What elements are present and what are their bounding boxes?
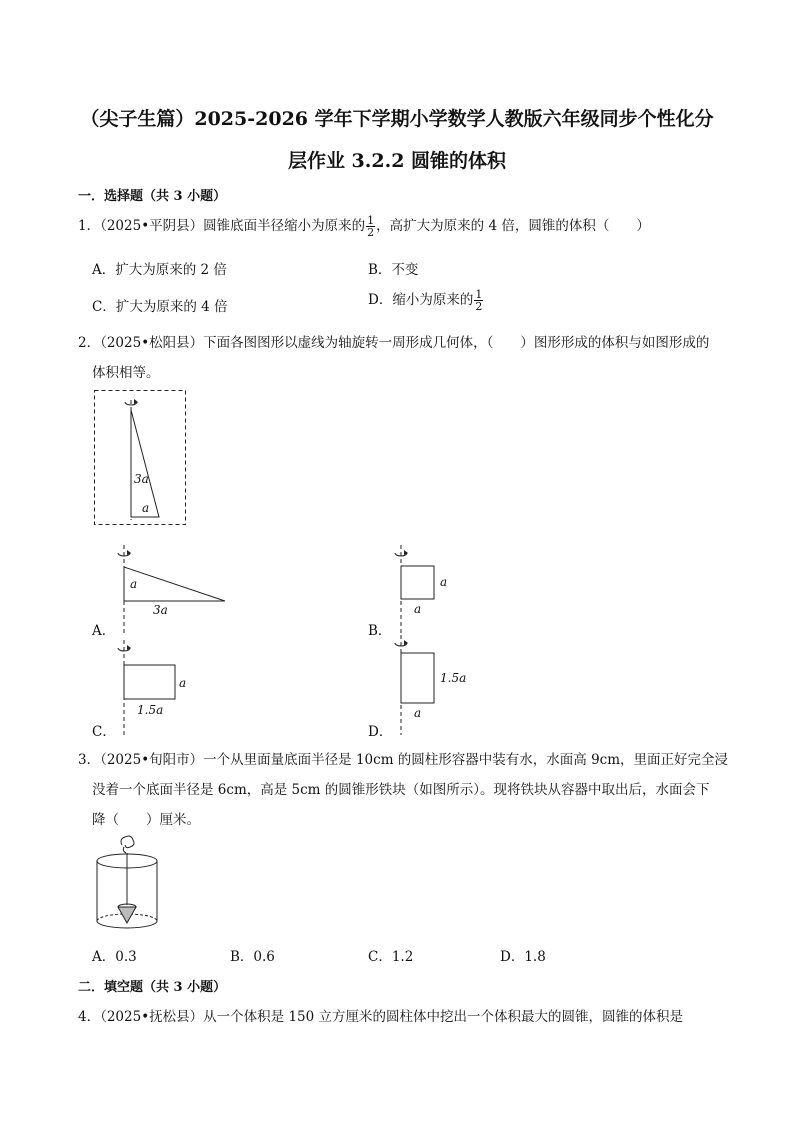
q2-option-b-figure[interactable]: [392, 545, 462, 635]
ref-base-label: a: [142, 501, 150, 515]
q1-fraction: $\frac{1}{2}$: [367, 214, 375, 239]
q2-option-a-letter[interactable]: A．: [92, 623, 116, 639]
q3-option-d[interactable]: D．1.8: [500, 949, 546, 965]
q3-option-a[interactable]: A．0.3: [92, 949, 137, 965]
question-2-line2: 体积相等。: [92, 365, 160, 381]
section-heading-fill: 二．填空题（共 3 小题）: [78, 980, 227, 995]
page-title-line1: （尖子生篇）2025-2026 学年下学期小学数学人教版六年级同步个性化分: [80, 108, 714, 130]
q2-option-d-letter[interactable]: D．: [368, 724, 393, 740]
question-4-line1: 4．（2025•抚松县）从一个体积是 150 立方厘米的圆柱体中挖出一个体积最大的圆锥，圆锥的体积是: [78, 1009, 684, 1025]
q1-option-c[interactable]: C．扩大为原来的 4 倍: [92, 299, 228, 315]
q1-option-a[interactable]: A．扩大为原来的 2 倍: [92, 262, 227, 278]
q2-option-c-letter[interactable]: C．: [92, 724, 116, 740]
q2-option-d-figure[interactable]: [392, 635, 482, 735]
svg-text:a: a: [179, 676, 187, 690]
question-2-line1: 2．（2025•松阳县）下面各图图形以虚线为轴旋转一周形成几何体，（ ）图形形成的体积与如图形成的: [78, 335, 710, 351]
q1-option-d[interactable]: D．缩小为原来的 $\frac{1}{2}$: [368, 288, 483, 313]
question-3-line3: 降（ ）厘米。: [92, 812, 200, 828]
q1-option-b[interactable]: B．不变: [368, 262, 419, 278]
svg-text:1.5a: 1.5a: [440, 671, 467, 685]
q1-d-fraction: $\frac{1}{2}$: [475, 288, 483, 313]
q2-reference-figure: [94, 390, 186, 526]
question-1: [78, 214, 650, 238]
q2-option-b-letter[interactable]: B．: [368, 623, 392, 639]
q3-cylinder-cone-figure: [94, 835, 160, 933]
svg-text:a: a: [414, 706, 422, 720]
section-heading-choice: 一．选择题（共 3 小题）: [78, 189, 227, 204]
svg-text:a: a: [130, 577, 138, 591]
svg-text:1.5a: 1.5a: [137, 703, 164, 717]
q3-option-b[interactable]: B．0.6: [230, 949, 275, 965]
q2-option-c-figure[interactable]: [115, 640, 205, 735]
svg-text:3a: 3a: [153, 603, 168, 617]
q3-option-c[interactable]: C．1.2: [368, 949, 414, 965]
q1-text-pre: 1．（2025•平阴县）圆锥底面半径缩小为原来的: [78, 218, 366, 234]
question-3-line2: 没着一个底面半径是 6cm，高是 5cm 的圆锥形铁块（如图所示）。现将铁块从容器中取出后，水面会下: [92, 782, 710, 798]
question-3-line1: 3．（2025•旬阳市）一个从里面量底面半径是 10cm 的圆柱形容器中装有水，水面高 9cm，里面正好完全浸: [78, 752, 729, 768]
q2-option-a-figure[interactable]: [115, 545, 230, 635]
svg-text:a: a: [440, 575, 448, 589]
q1-text-post: ，高扩大为原来的 4 倍，圆锥的体积（ ）: [376, 218, 650, 234]
ref-height-label: 3a: [134, 472, 149, 486]
svg-text:a: a: [414, 602, 422, 616]
page-title-line2: 层作业 3.2.2 圆锥的体积: [287, 150, 507, 172]
